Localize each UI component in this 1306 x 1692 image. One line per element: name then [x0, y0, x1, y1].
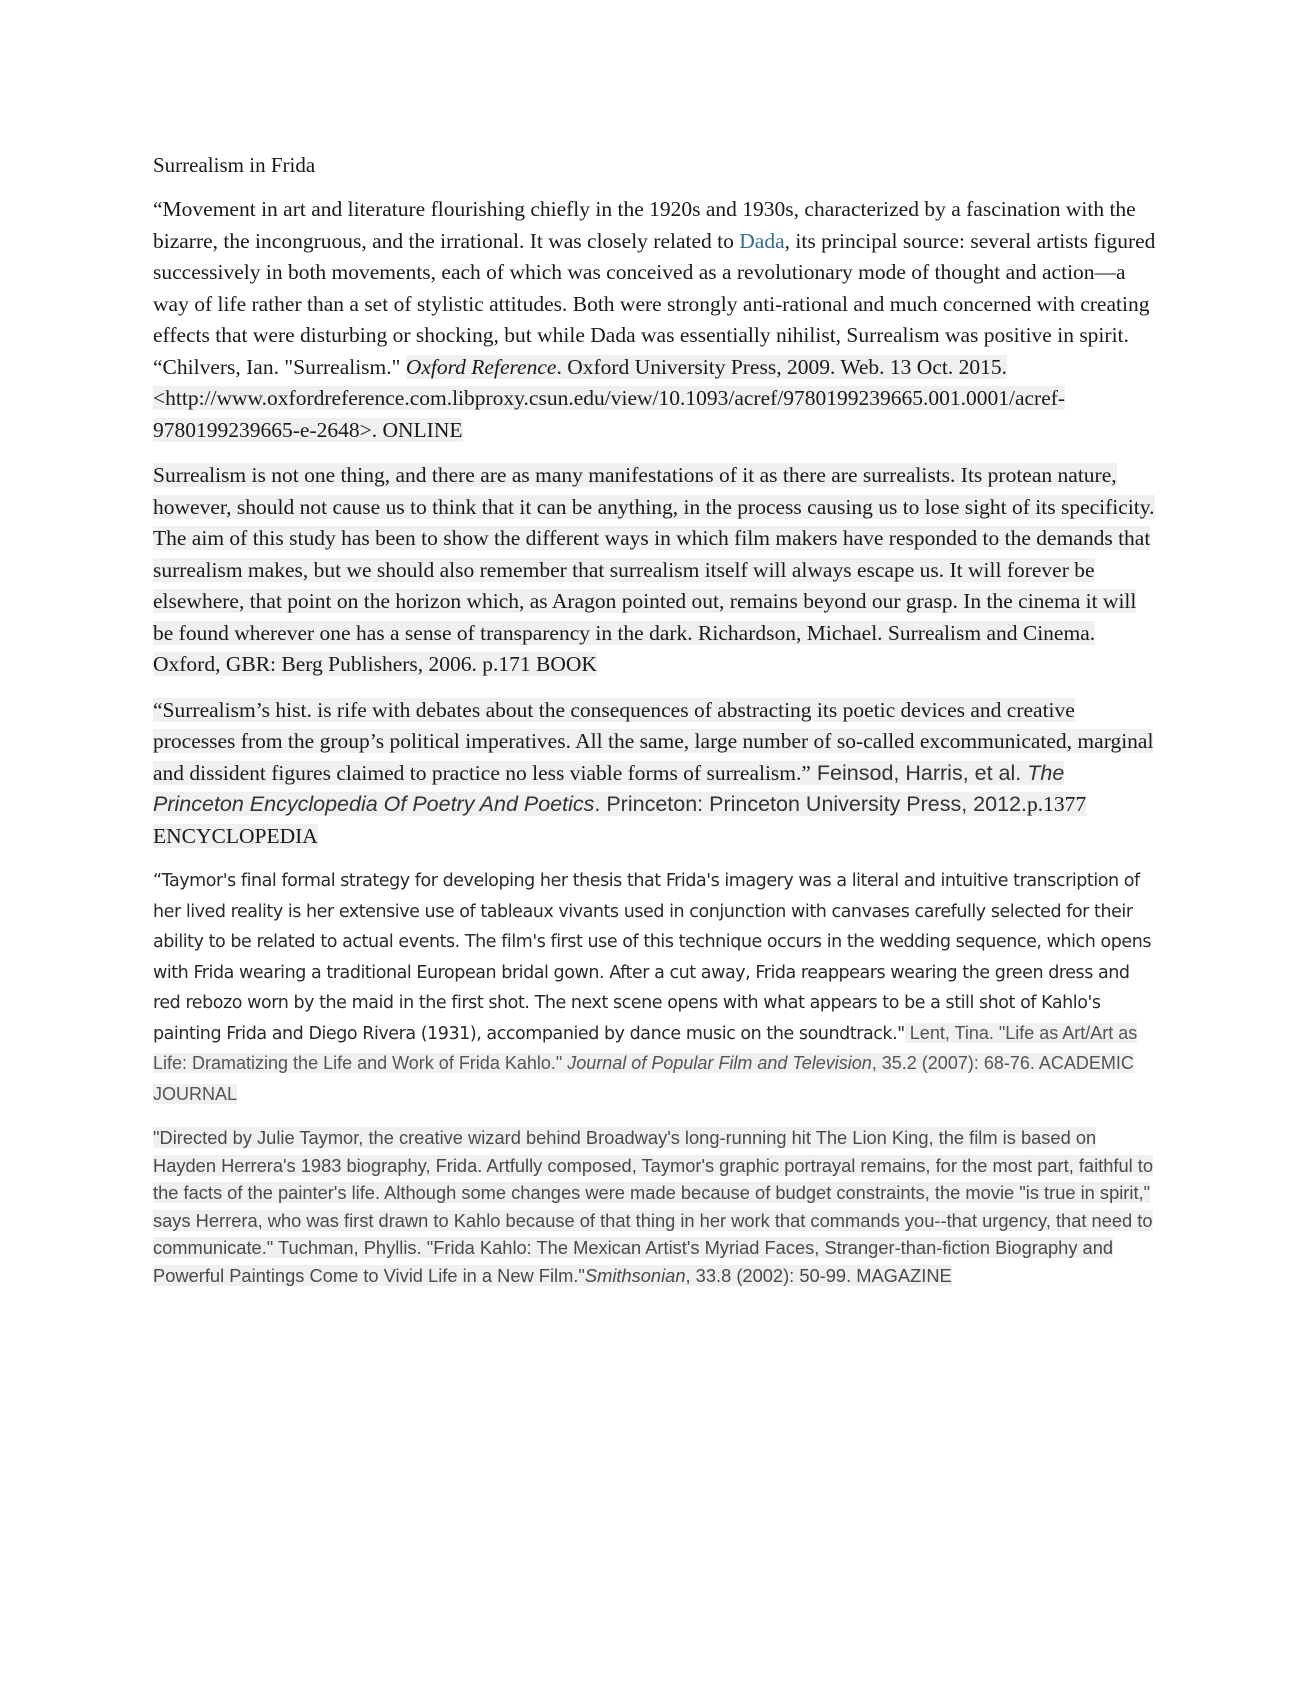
para4-italic-title: Journal of Popular Film and Television — [567, 1053, 872, 1073]
para5-text-b: , 33.8 (2002): 50-99. MAGAZINE — [685, 1264, 952, 1286]
para3-italic-title: The Princeton Encyclopedia Of Poetry And Poetics — [153, 760, 1065, 816]
para1-text-a: “Movement in art and literature flourishing chiefly in the 1920s and 1930s, characterized by a fascination with the bizarre, the incongruous, and the irrational. It was closely related to — [153, 197, 1136, 253]
para1-text-c: . Oxford University Press, 2009. Web. 13 Oct. 2015. — [556, 354, 1007, 379]
para3-text-d: p.1377 ENCYCLOPEDIA — [153, 792, 1087, 848]
paragraph-oxford-definition — [153, 194, 1158, 446]
paragraph-princeton — [153, 695, 1158, 853]
page-title: Surrealism in Frida — [153, 153, 316, 177]
para3-text-a: “Surrealism’s hist. is rife with debates about the consequences of abstracting its poetic devices and creative processes from the group’s political imperatives. All the same, large number of so-called excommunicated, marginal and dissident figures claimed to practice no less viable forms of surrealism.” — [153, 697, 1154, 785]
paragraph-tuchman — [153, 1124, 1158, 1289]
paragraph-lent — [153, 866, 1158, 1110]
para4-cite-a: Lent, Tina. "Life as Art/Art as Life: Dramatizing the Life and Work of Frida Kahlo." — [153, 1022, 1138, 1073]
para3-text-b: Feinsod, Harris, et al. — [810, 760, 1028, 785]
para1-text-b: , its principal source: several artists figured successively in both movements, each of which was conceived as a revolutionary mode of thought and action—a way of life rather than a set of stylistic attitudes. Both were strongly anti-rational and much concerned with creating effects that were disturbing or shocking, but while Dada was essentially nihilist, Surrealism was positive in spirit. “Chilvers, Ian. "Surrealism." — [153, 228, 1156, 379]
para1-url: <http://www.oxfordreference.com.libproxy.csun.edu/view/10.1093/acref/9780199239665.001.0001/acref-9780199239665-e-2648>. ONLINE — [153, 386, 1066, 442]
para5-text-a: "Directed by Julie Taymor, the creative wizard behind Broadway's long-running hit The Lion King, the film is based on Hayden Herrera's 1983 biography, Frida. Artfully composed, Taymor's graphic portrayal remains, for the most part, faithful to the facts of the painter's life. Although some changes were made because of budget constraints, the movie "is true in spirit," says Herrera, who was first drawn to Kahlo because of that thing in her work that commands you--that urgency, that need to communicate." Tuchman, Phyllis. "Frida Kahlo: The Mexican Artist's Myriad Faces, Stranger-than-fiction Biography and Powerful Paintings Come to Vivid Life in a New Film." — [153, 1127, 1154, 1286]
para3-text-c: . Princeton: Princeton University Press, 2012. — [594, 792, 1027, 816]
dada-link[interactable]: Dada — [739, 228, 785, 253]
para5-italic-title: Smithsonian — [584, 1264, 686, 1286]
document-page — [153, 150, 1158, 1289]
para4-cite-b: , 35.2 (2007): 68-76. ACADEMIC JOURNAL — [153, 1053, 1134, 1104]
paragraph-richardson — [153, 460, 1158, 681]
para2-text: Surrealism is not one thing, and there are as many manifestations of it as there are surrealists. Its protean nature, however, should not cause us to think that it can be anything, in the process causing us to lose sight of its specificity. The aim of this study has been to show the different ways in which film makers have responded to the demands that surrealism makes, but we should also remember that surrealism itself will always escape us. It will forever be elsewhere, that point on the horizon which, as Aragon pointed out, remains beyond our grasp. In the cinema it will be found wherever one has a sense of transparency in the dark. Richardson, Michael. Surrealism and Cinema. Oxford, GBR: Berg Publishers, 2006. p.171 BOOK — [153, 463, 1155, 676]
para1-italic-title: Oxford Reference — [405, 354, 557, 379]
para4-text: “Taymor's final formal strategy for developing her thesis that Frida's imagery was a literal and intuitive transcription of her lived reality is her extensive use of tableaux vivants used in conjunction with canvases carefully selected for their ability to be related to actual events. The film's first use of this technique occurs in the wedding sequence, which opens with Frida wearing a traditional European bridal gown. After a cut away, Frida reappears wearing the green dress and red rebozo worn by the maid in the first shot. The next scene opens with what appears to be a still shot of Kahlo's painting Frida and Diego Rivera (1931), accompanied by dance music on the soundtrack." — [153, 871, 1151, 1044]
